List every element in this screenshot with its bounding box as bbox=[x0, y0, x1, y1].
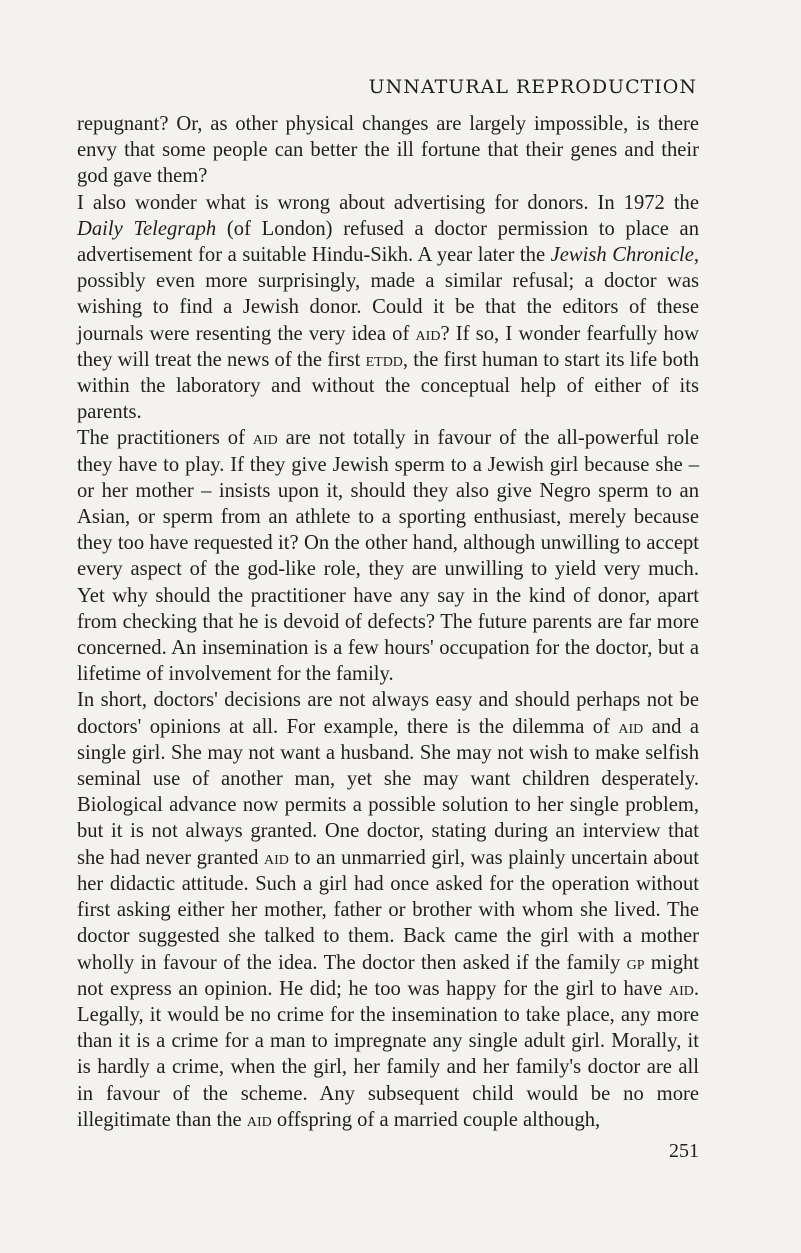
newspaper-title-jewish-chronicle: Jewish Chronicle bbox=[550, 244, 694, 267]
abbr-aid: aid bbox=[264, 846, 289, 869]
running-head: UNNATURAL REPRODUCTION bbox=[368, 76, 697, 98]
newspaper-title-daily-telegraph: Daily Telegraph bbox=[77, 217, 217, 240]
paragraph-2: I also wonder what is wrong about advertising for donors. In 1972 the Daily Telegraph (of London) refused a doctor permission to place an advertisement for a suitable Hindu-Sikh. A year later the Jewish Chronicle, possibly even more surprisingly, made a similar refusal; a doctor was wishing to find a Jewish donor. Could it be that the editors of these journals were resenting the very idea of aid? If so, I wonder fearfully how they will treat the news of the first etdd, the first human to start its life both within the laboratory and without the conceptual help of either of its parents. bbox=[77, 191, 700, 424]
abbr-etdd: etdd bbox=[365, 348, 403, 371]
body-text bbox=[77, 111, 699, 1133]
abbr-aid: aid bbox=[618, 715, 644, 738]
paragraph-3: The practitioners of aid are not totally in favour of the all-powerful role they have to play. If they give Jewish sperm to a Jewish girl because she – or her mother – insists upon it, should they also give Negro sperm to an Asian, or sperm from an athlete to a sporting enthusiast, merely because they too have requested it? On the other hand, although unwilling to accept every aspect of the god-like role, they are unwilling to yield very much. Yet why should the practitioner have any say in the kind of donor, apart from checking that he is devoid of defects? The future parents are far more concerned. An insemination is a few hours' occupation for the doctor, but a lifetime of involvement for the family. bbox=[77, 427, 700, 686]
abbr-aid: aid bbox=[246, 1108, 272, 1131]
abbr-aid: aid bbox=[252, 427, 278, 450]
abbr-aid: aid bbox=[415, 322, 441, 345]
paragraph-4: In short, doctors' decisions are not always easy and should perhaps not be doctors' opinions at all. For example, there is the dilemma of aid and a single girl. She may not want a husband. She may not wish to make selfish seminal use of another man, yet she may want children desperately. Biological advance now permits a possible solution to her single problem, but it is not always granted. One doctor, stating during an interview that she had never granted aid to an unmarried girl, was plainly uncertain about her didactic attitude. Such a girl had once asked for the operation without first asking either her mother, father or brother with whom she lived. The doctor suggested she talked to them. Back came the girl with a mother wholly in favour of the idea. The doctor then asked if the family gp might not express an opinion. He did; he too was happy for the girl to have aid. Legally, it would be no crime for the insemination to take place, any more than it is a crime for a man to impregnate any single adult girl. Morally, it is hardly a crime, when the girl, her family and her family's doctor are all in favour of the scheme. Any subsequent child would be no more illegitimate than the aid offspring of a married couple although, bbox=[77, 689, 700, 1131]
abbr-aid: aid bbox=[668, 977, 694, 1000]
page-number: 251 bbox=[669, 1140, 699, 1162]
abbr-gp: gp bbox=[626, 951, 645, 974]
paragraph-1: repugnant? Or, as other physical changes are largely impossible, is there envy that some people can better the ill fortune that their genes and their god gave them? bbox=[77, 113, 699, 188]
